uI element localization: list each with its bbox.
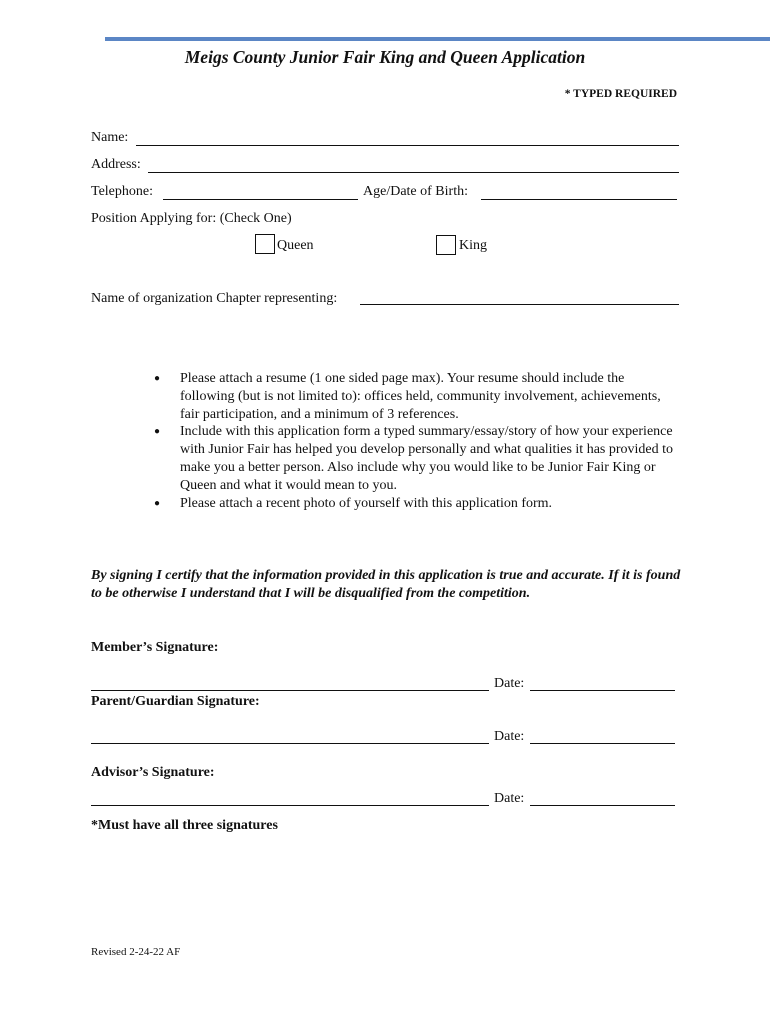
king-label: King — [459, 238, 487, 253]
organization-label: Name of organization Chapter representing: — [91, 291, 338, 306]
telephone-field[interactable] — [163, 199, 358, 200]
revision-note: Revised 2-24-22 AF — [91, 946, 181, 958]
requirements-list — [150, 370, 680, 512]
king-checkbox[interactable] — [436, 235, 456, 255]
parent-signature-label: Parent/Guardian Signature: — [91, 694, 260, 709]
position-label: Position Applying for: (Check One) — [91, 211, 292, 226]
member-signature-label: Member’s Signature: — [91, 640, 219, 655]
page-title: Meigs County Junior Fair King and Queen Application — [184, 47, 586, 67]
member-date-field[interactable] — [530, 690, 675, 691]
requirement-item: ● Please attach a recent photo of yourself with this application form. — [150, 495, 680, 513]
typed-required-note: * TYPED REQUIRED — [564, 88, 677, 100]
advisor-date-field[interactable] — [530, 805, 675, 806]
name-label: Name: — [91, 130, 129, 145]
dob-label: Age/Date of Birth: — [363, 184, 468, 199]
advisor-signature-label: Advisor’s Signature: — [91, 765, 215, 780]
queen-checkbox[interactable] — [255, 234, 275, 254]
requirement-item: ● Please attach a resume (1 one sided page max). Your resume should include the following (but is not limited to): offices held, community involvement, achievements, fair participation, and a minimum of 3 references. — [150, 370, 680, 423]
member-signature-field[interactable] — [91, 690, 489, 691]
certification-statement: By signing I certify that the information provided in this application is true and accurate. If it is found to be otherwise I understand that I will be disqualified from the competition. — [91, 568, 681, 601]
parent-date-field[interactable] — [530, 743, 675, 744]
telephone-label: Telephone: — [91, 184, 153, 199]
advisor-date-label: Date: — [494, 791, 525, 806]
queen-label: Queen — [277, 238, 314, 253]
advisor-signature-field[interactable] — [91, 805, 489, 806]
parent-signature-field[interactable] — [91, 743, 489, 744]
requirement-item: ● Include with this application form a typed summary/essay/story of how your experience with Junior Fair has helped you develop personally and what qualities it has provided to make you a better person. Also include why you would like to be Junior Fair King or Queen and what it would mean to you. — [150, 423, 680, 494]
parent-date-label: Date: — [494, 729, 525, 744]
member-date-label: Date: — [494, 676, 525, 691]
header-rule — [105, 37, 770, 41]
address-label: Address: — [91, 157, 141, 172]
organization-field[interactable] — [360, 304, 679, 305]
dob-field[interactable] — [481, 199, 677, 200]
name-field[interactable] — [136, 145, 679, 146]
address-field[interactable] — [148, 172, 679, 173]
signature-requirement-note: *Must have all three signatures — [91, 818, 278, 833]
